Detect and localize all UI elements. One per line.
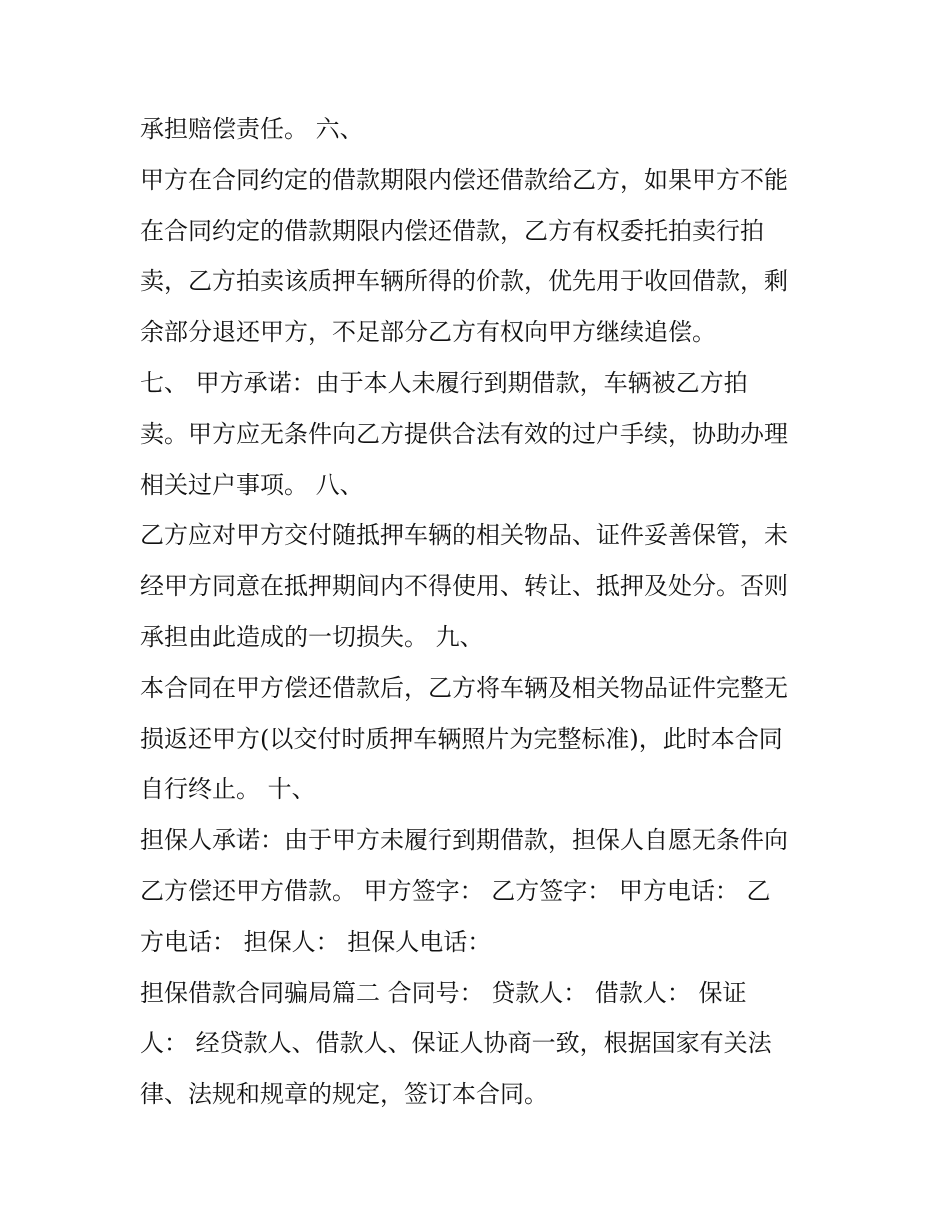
text-line: 承担由此造成的一切损失。 九、 (140, 622, 484, 651)
text-line: 自行终止。 十、 (140, 775, 316, 804)
text-line: 方电话： 担保人： 担保人电话： (140, 927, 492, 956)
text-line: 七、 甲方承诺：由于本人未履行到期借款，车辆被乙方拍 (140, 368, 748, 397)
text-line: 在合同约定的借款期限内偿还借款，乙方有权委托拍卖行拍 (140, 216, 764, 245)
text-line: 担保借款合同骗局篇二 合同号： 贷款人： 借款人： 保证 (140, 978, 747, 1007)
text-line: 甲方在合同约定的借款期限内偿还借款给乙方，如果甲方不能 (140, 165, 788, 194)
text-line: 卖，乙方拍卖该质押车辆所得的价款，优先用于收回借款，剩 (140, 267, 788, 296)
text-line: 相关过户事项。 八、 (140, 470, 364, 499)
text-line: 承担赔偿责任。 六、 (140, 115, 364, 143)
text-line: 律、法规和规章的规定，签订本合同。 (140, 1080, 548, 1109)
text-line: 担保人承诺：由于甲方未履行到期借款，担保人自愿无条件向 (140, 826, 788, 855)
document-body (140, 104, 820, 1120)
text-line: 本合同在甲方偿还借款后，乙方将车辆及相关物品证件完整无 (140, 673, 788, 702)
text-line: 经甲方同意在抵押期间内不得使用、转让、抵押及处分。否则 (140, 572, 788, 601)
text-line: 乙方应对甲方交付随抵押车辆的相关物品、证件妥善保管，未 (140, 521, 788, 550)
text-line: 人： 经贷款人、借款人、保证人协商一致，根据国家有关法 (140, 1029, 772, 1058)
text-line: 卖。甲方应无条件向乙方提供合法有效的过户手续，协助办理 (140, 419, 788, 448)
text-line: 余部分退还甲方，不足部分乙方有权向甲方继续追偿。 (140, 318, 716, 347)
text-line: 乙方偿还甲方借款。 甲方签字： 乙方签字： 甲方电话： 乙 (140, 876, 771, 905)
text-line: 损返还甲方(以交付时质押车辆照片为完整标准)，此时本合同 (140, 724, 783, 753)
